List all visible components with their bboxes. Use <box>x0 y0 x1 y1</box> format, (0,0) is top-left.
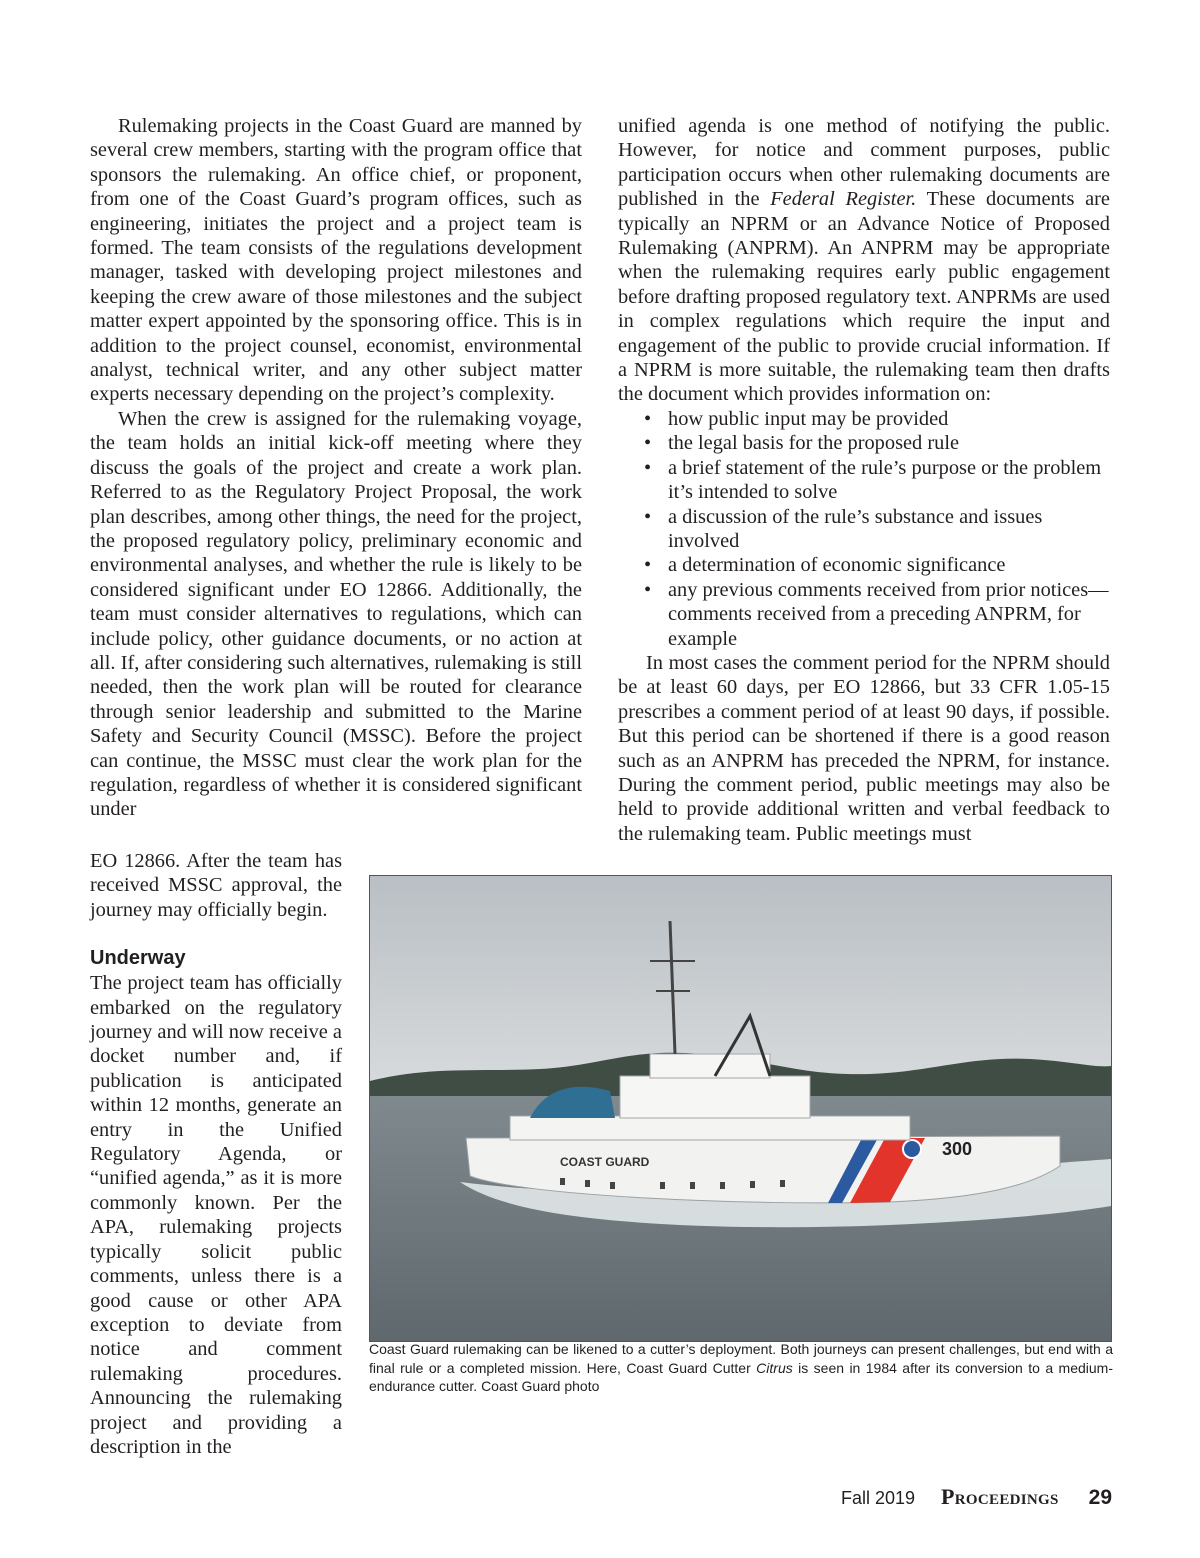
paragraph-continued: unified agenda is one method of notifying the public. However, for notice and comment purposes, public participation occurs when other rulemaking documents are published in the Federal Register. These documents are typically an NPRM or an Advance Notice of Proposed Rulemaking (ANPRM). An ANPRM may be appropriate when the rulemaking requires early public engagement before drafting proposed regulatory text. ANPRMs are used in complex regulations which require the input and engagement of the public to provide crucial information. If a NPRM is more suitable, the rulemaking team then drafts the document which provides information on: <box>618 115 1110 406</box>
paragraph: Rulemaking projects in the Coast Guard are manned by several crew members, starting with the program office that sponsors the rulemaking. An office chief, or proponent, from one of the Coast Guard’s program offices, such as engineering, initiates the project and a project team is formed. The team consists of the regulations development manager, tasked with developing project milestones and keeping the crew aware of those milestones and the subject matter expert appointed by the sponsoring office. This is in addition to the project counsel, economist, environmental analyst, technical writer, and any other subject matter experts necessary depending on the project’s complexity. <box>90 115 582 406</box>
paragraph: When the crew is assigned for the rulemaking voyage, the team holds an initial kick-off meeting where they discuss the goals of the project and create a work plan. Referred to as the Regulatory Project Proposal, the work plan describes, among other things, the need for the project, the proposed regulatory policy, preliminary economic and environmental analyses, and whether the rule is likely to be considered significant under EO 12866. Additionally, the team must consider alternatives to regulations, which can include policy, other guidance documents, or no action at all. If, after considering such alternatives, rulemaking is still needed, then the work plan will be routed for clearance through senior leadership and submitted to the Marine Safety and Security Council (MSSC). Before the project can continue, the MSSC must clear the work plan for the regulation, regardless of whether it is considered significant under <box>90 407 582 821</box>
paragraph: The project team has officially embarked on the regulatory journey and will now receive a docket number and, if publication is anticipated within 12 months, generate an entry in the Unified Regulatory Agenda, or “unified agenda,” as it is more commonly known. Per the APA, rulemaking projects typically solicit public comments, unless there is a good cause or other APA exception to deviate from notice and comment rulemaking procedures. Announcing the rulemaking project and providing a description in the <box>90 972 342 1458</box>
paragraph: In most cases the comment period for the NPRM should be at least 60 days, per EO 12866, but 33 CFR 1.05-15 prescribes a comment period of at least 90 days, if possible. But this period can be shortened if there is a good reason such as an ANPRM has preceded the NPRM, for instance. During the comment period, public meetings may also be held to provide additional written and verbal feedback to the rulemaking team. Public meetings must <box>618 651 1110 845</box>
list-item: • the legal basis for the proposed rule <box>640 431 1110 455</box>
list-item: • how public input may be provided <box>640 407 1110 431</box>
list-item: • any previous comments received from prior notices—comments received from a preceding ANPRM, for example <box>640 578 1110 651</box>
hull-number: 300 <box>942 1139 973 1159</box>
issue-date: Fall 2019 <box>840 1488 916 1508</box>
list-item: • a brief statement of the rule’s purpose or the problem it’s intended to solve <box>640 456 1110 505</box>
bullet-list <box>618 407 1110 651</box>
paragraph-continued: EO 12866. After the team has received MSSC approval, the journey may officially begin. <box>90 850 342 921</box>
hull-label: COAST GUARD <box>560 1155 650 1169</box>
list-item: • a discussion of the rule’s substance and issues involved <box>640 505 1110 554</box>
page-footer <box>841 1484 1112 1510</box>
coast-guard-emblem <box>903 1140 921 1158</box>
list-item: • a determination of economic significance <box>640 553 1110 577</box>
main-deck-house <box>510 1116 910 1140</box>
bridge-house <box>620 1076 810 1118</box>
right-column <box>618 114 1110 846</box>
left-column <box>90 114 582 822</box>
ship-name: Citrus <box>756 1359 793 1376</box>
cutter-illustration <box>370 876 1111 1341</box>
pilot-house <box>650 1054 770 1078</box>
page-number: 29 <box>1088 1486 1112 1509</box>
cutter-photo <box>369 875 1112 1342</box>
section-heading: Underway <box>90 947 186 970</box>
photo-caption: Coast Guard rulemaking can be likened to a cutter’s deployment. Both journeys can present challenges, but end with a final rule or a completed mission. Here, Coast Guard Cutter Citrus is seen in 1984 after its conversion to a medium-endurance cutter. Coast Guard photo <box>369 1341 1114 1394</box>
publication-title: Federal Register. <box>770 188 917 211</box>
magazine-title: Proceedings <box>941 1484 1059 1509</box>
narrow-column <box>90 849 342 1459</box>
